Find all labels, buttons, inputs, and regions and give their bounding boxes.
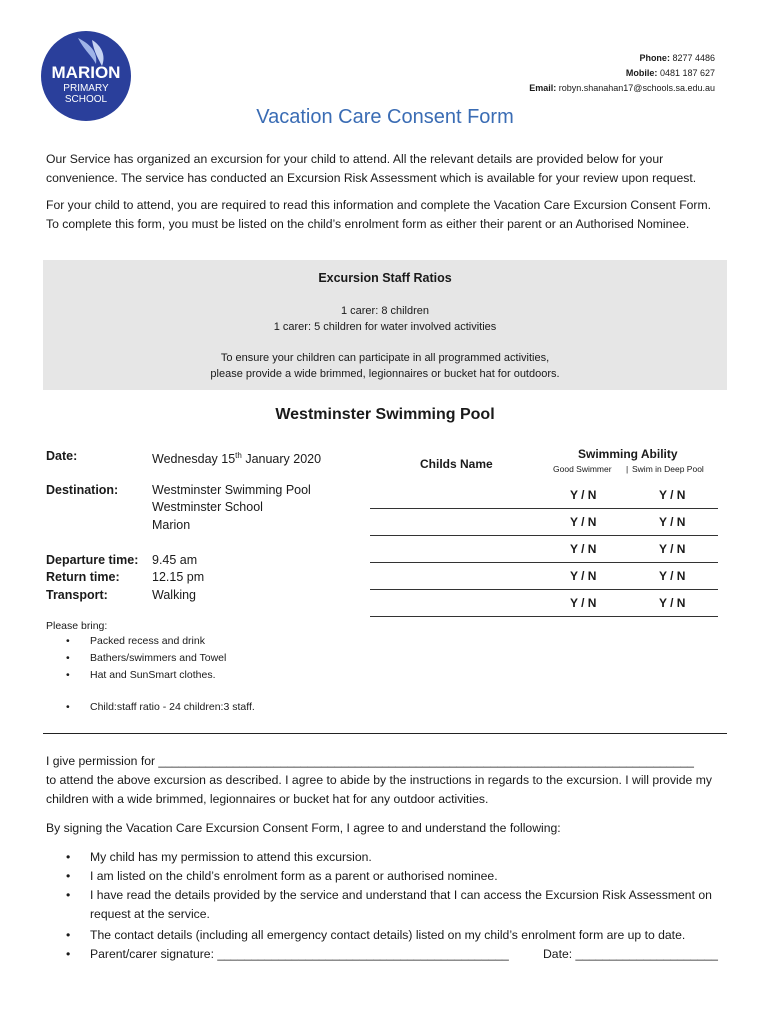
child-name-line[interactable] — [370, 589, 718, 590]
childs-name-header: Childs Name — [420, 457, 493, 471]
email-label: Email: — [529, 83, 557, 93]
destination-label: Destination: — [46, 483, 119, 497]
bullet-icon: • — [66, 947, 71, 961]
event-title: Westminster Swimming Pool — [275, 406, 495, 423]
permission-statement: to attend the above excursion as described. I agree to abide by the instructions in regards to the excursion. I will provide my children with a wide brimmed, legionnaires or bucket hat for any outdoor activities. — [46, 773, 712, 806]
child-name-line[interactable] — [370, 508, 718, 509]
destination-line-1: Westminster Swimming Pool — [152, 483, 311, 497]
bullet-icon: • — [66, 928, 71, 942]
intro-paragraph-2: For your child to attend, you are required to read this information and complete the Vacation Care Excursion Consent Form. To complete this form, you must be listed on the child’s enrolment form as either their parent or an Authorised Nominee. — [46, 198, 712, 231]
section-divider — [43, 733, 727, 734]
good-swimmer-yn[interactable]: Y / N — [570, 569, 597, 583]
ratio-note-2: please provide a wide brimmed, legionnaires or bucket hat for outdoors. — [210, 368, 560, 380]
transport-label: Transport: — [46, 588, 108, 602]
staff-ratio-note: Child:staff ratio - 24 children:3 staff. — [90, 701, 255, 713]
deep-pool-yn[interactable]: Y / N — [659, 542, 686, 556]
agreement-item: I am listed on the child’s enrolment form as a parent or authorised nominee. — [90, 869, 498, 883]
agreement-item: My child has my permission to attend this excursion. — [90, 850, 372, 864]
please-bring-heading: Please bring: — [46, 620, 108, 632]
deep-pool-yn[interactable]: Y / N — [659, 596, 686, 610]
ratio-note-1: To ensure your children can participate in all programmed activities, — [220, 352, 550, 364]
bullet-icon: • — [66, 652, 70, 664]
logo-text-school: SCHOOL — [64, 94, 108, 105]
bullet-icon: • — [66, 869, 71, 883]
child-name-line[interactable] — [370, 562, 718, 563]
return-label: Return time: — [46, 570, 120, 584]
contact-mobile — [626, 66, 715, 81]
destination-line-2: Westminster School — [152, 500, 263, 514]
date-value — [152, 447, 321, 468]
email-value[interactable]: robyn.shanahan17@schools.sa.edu.au — [558, 83, 715, 93]
child-name-line[interactable] — [370, 535, 718, 536]
bullet-icon: • — [66, 669, 70, 681]
intro-paragraph-1: Our Service has organized an excursion for your child to attend. All the relevant details are provided below for your convenience. The service has conducted an Excursion Risk Assessment which is available for your review upon request. — [46, 152, 697, 185]
good-swimmer-yn[interactable]: Y / N — [570, 488, 597, 502]
phone-label: Phone: — [639, 53, 670, 63]
departure-label: Departure time: — [46, 553, 139, 567]
logo-text-primary: PRIMARY — [63, 83, 109, 94]
bullet-icon: • — [66, 850, 71, 864]
good-swimmer-yn[interactable]: Y / N — [570, 542, 597, 556]
transport-value: Walking — [152, 588, 196, 602]
deep-pool-yn[interactable]: Y / N — [659, 515, 686, 529]
destination-line-3: Marion — [152, 518, 191, 532]
bullet-icon: • — [66, 701, 70, 713]
return-value: 12.15 pm — [152, 570, 205, 584]
deep-pool-yn[interactable]: Y / N — [659, 569, 686, 583]
child-name-line[interactable] — [370, 616, 718, 617]
deep-pool-subheader: Swim in Deep Pool — [632, 464, 704, 474]
logo-text-marion: MARION — [51, 63, 121, 82]
deep-pool-yn[interactable]: Y / N — [659, 488, 686, 502]
bring-item: Bathers/swimmers and Towel — [90, 652, 227, 664]
signature-line[interactable]: Parent/carer signature: ___________________________________________ — [90, 947, 509, 961]
date-suffix: th — [235, 451, 242, 460]
date-label: Date: — [46, 449, 78, 463]
agreement-item: The contact details (including all emergency contact details) listed on my child’s enrolment form are up to date. — [90, 928, 686, 942]
contact-email — [529, 81, 715, 96]
bring-item: Packed recess and drink — [90, 635, 205, 647]
mobile-value: 0481 187 627 — [659, 68, 715, 78]
good-swimmer-subheader: Good Swimmer — [553, 464, 612, 474]
date-day: Wednesday 15 — [152, 452, 236, 467]
contact-phone — [639, 51, 715, 66]
signature-date-line[interactable]: Date: _____________________ — [543, 947, 718, 961]
bring-item: Hat and SunSmart clothes. — [90, 669, 216, 681]
page-title: Vacation Care Consent Form — [256, 106, 514, 128]
swimming-ability-header: Swimming Ability — [578, 447, 678, 461]
bullet-icon: • — [66, 888, 71, 902]
subheader-separator: | — [626, 464, 629, 474]
ratio-line-1: 1 carer: 8 children — [340, 305, 430, 317]
ratio-line-2: 1 carer: 5 children for water involved activities — [273, 321, 497, 333]
departure-value: 9.45 am — [152, 553, 198, 567]
phone-value: 8277 4486 — [672, 53, 715, 63]
agreement-item: I have read the details provided by the service and understand that I can access the Excursion Risk Assessment on request at the service. — [90, 888, 712, 921]
agreement-intro: By signing the Vacation Care Excursion Consent Form, I agree to and understand the following: — [46, 821, 561, 835]
mobile-label: Mobile: — [625, 68, 658, 78]
date-month-year: January 2020 — [241, 452, 322, 467]
good-swimmer-yn[interactable]: Y / N — [570, 596, 597, 610]
bullet-icon: • — [66, 635, 70, 647]
staff-ratio-box — [43, 260, 727, 390]
good-swimmer-yn[interactable]: Y / N — [570, 515, 597, 529]
permission-child-name-line[interactable]: I give permission for _______________________________________________________________________________ — [46, 754, 694, 768]
ratio-heading: Excursion Staff Ratios — [318, 271, 452, 285]
